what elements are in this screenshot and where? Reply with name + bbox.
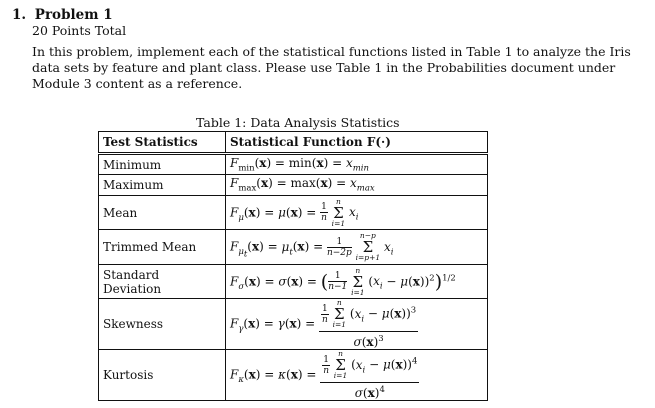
problem-heading	[12, 7, 113, 23]
formula-minimum: $F_{min}(x) = \min(x) = x_{min}$	[226, 154, 488, 175]
formula-trimmed-mean: $F_{\mu_t}(x) = \mu_t(x)$ = $\frac{1}{n-2p}$ n−p Σ i=p+1 $x_i$	[226, 230, 488, 265]
table-row	[99, 175, 488, 196]
formula-mean: $F_\mu(x) = \mu(x)$ = $\frac{1}{n}$ n Σ i=1 $x_i$	[226, 196, 488, 230]
table-caption: Table 1: Data Analysis Statistics	[196, 115, 400, 130]
table-row	[99, 299, 488, 350]
row-label-trimmed-mean: Trimmed Mean	[99, 230, 226, 265]
statistics-table	[98, 131, 488, 401]
table-row	[99, 154, 488, 175]
row-label-skewness: Skewness	[99, 299, 226, 350]
formula-skewness: $F_\gamma(x) = \gamma(x)$ = $\frac{1}{n}$ n Σ i=1 $(x_i - \mu(x))^3$ $\sigma(x)^3$	[226, 299, 488, 350]
table-row	[99, 196, 488, 230]
formula-maximum: $F_{max}(x) = \max(x) = x_{max}$	[226, 175, 488, 196]
row-label-standard-deviation: Standard Deviation	[99, 265, 226, 299]
row-label-minimum: Minimum	[99, 154, 226, 175]
problem-title: Problem 1	[34, 7, 113, 23]
problem-number: 1.	[12, 7, 27, 23]
header-statistical-function: Statistical Function F(·)	[226, 132, 488, 154]
formula-kurtosis: $F_\kappa(x) = \kappa(x)$ = $\frac{1}{n}$ n Σ i=1 $(x_i - \mu(x))^4$ $\sigma(x)^4$	[226, 350, 488, 401]
table-header-row	[99, 132, 488, 154]
problem-points: 20 Points Total	[32, 23, 127, 38]
problem-description: In this problem, implement each of the statistical functions listed in Table 1 to analyze the Iris data sets by feature and plant class. Please use Table 1 in the Probabilities document under Module 3 content as a reference.	[32, 44, 631, 91]
header-test-statistics: Test Statistics	[99, 132, 226, 154]
row-label-mean: Mean	[99, 196, 226, 230]
table-row	[99, 230, 488, 265]
table-row	[99, 350, 488, 401]
table-row	[99, 265, 488, 299]
row-label-maximum: Maximum	[99, 175, 226, 196]
row-label-kurtosis: Kurtosis	[99, 350, 226, 401]
formula-standard-deviation: $F_\sigma(x) = \sigma(x)$ = ( $\frac{1}{n-1}$ n Σ i=1 $(x_i - \mu(x))^2)^{1/2}$	[226, 265, 488, 299]
